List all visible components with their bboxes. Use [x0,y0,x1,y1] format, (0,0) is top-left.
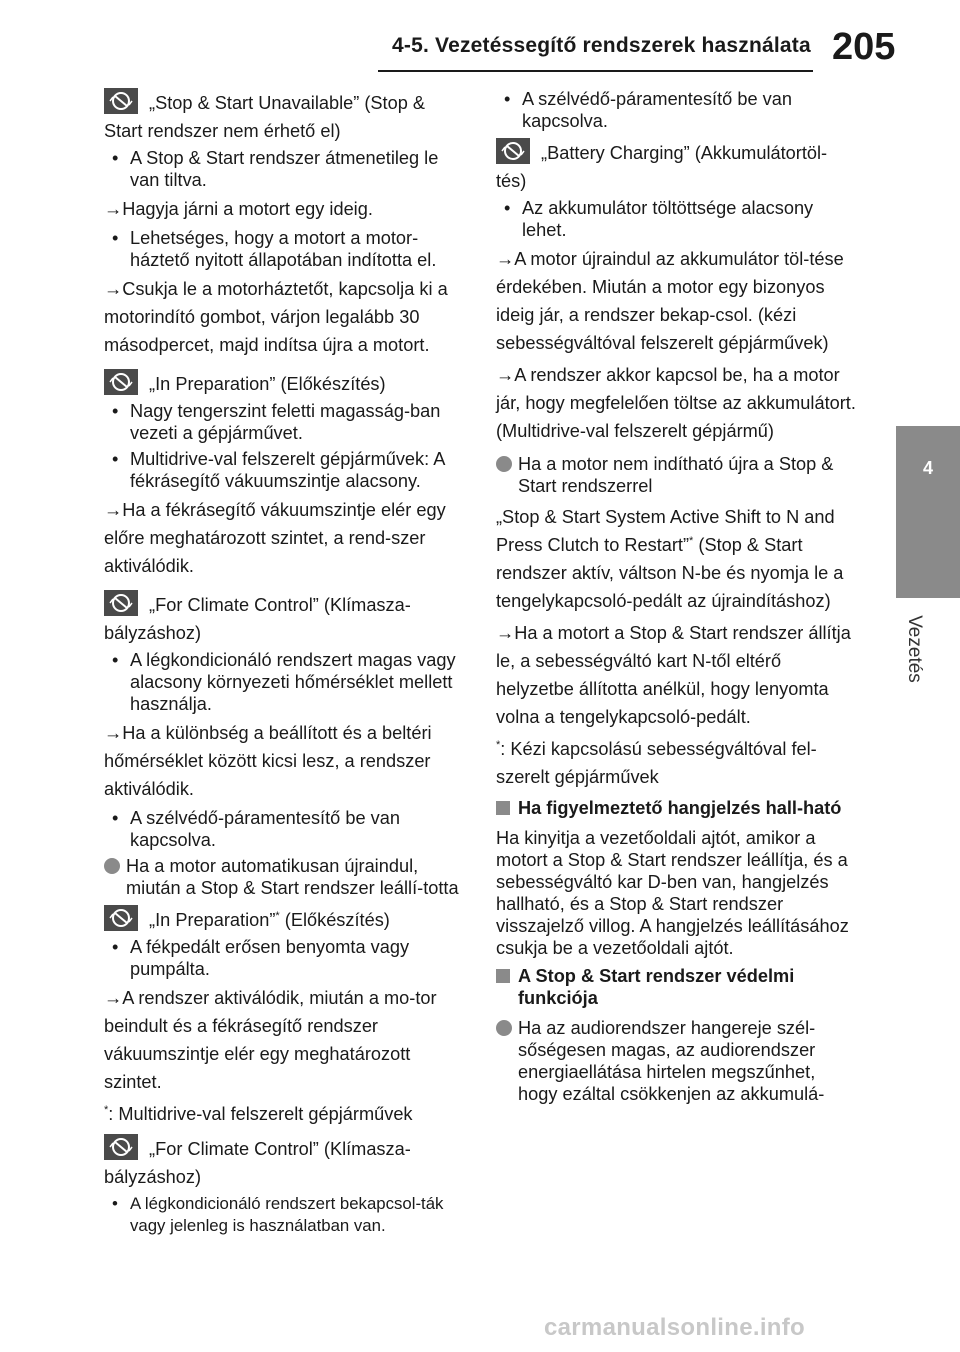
remedy-text: →Hagyja járni a motort egy ideig. [104,199,373,219]
stop-start-indicator-icon [104,369,138,395]
heading-protection [496,965,856,1009]
list-item: • Nagy tengerszint feletti magasság-ban vezeti a gépjárművet. [104,400,468,444]
block-unavailable-title: „Stop & Start Unavailable” (Stop & Start rendszer nem érhető el) [104,93,426,141]
footnote [104,1100,468,1128]
list-item: • A szélvédő-páramentesítő be van kapcsolva. [104,807,468,851]
chapter-number: 4 [922,458,933,478]
stop-start-indicator-icon [104,590,138,616]
paragraph-buzzer: Ha kinyitja a vezetőoldali ajtót, amikor a motort a Stop & Start rendszer leállítja, és a sebességváltó kar D-ben van, hangjelzés hallható, és a Stop & Start rendszer visszajelző villog. A hangjelzés leállításához csukja be a vezetőoldali ajtót. [496,828,849,958]
block-climate-control-2 [104,1134,468,1191]
remedy-text: →A rendszer aktiválódik, miután a mo-tor beindult és a fékrásegítő rendszer vákuumszintje elér egy meghatározott szintet. [104,988,437,1092]
remedy-text: →Ha a fékrásegítő vákuumszintje elér egy előre meghatározott szintet, a rend-szer aktiválódik. [104,500,446,576]
footnote-marker: * [104,1103,109,1116]
block-climate-control-title: „For Climate Control” (Klímasza-bályzáshoz) [104,595,411,643]
subsection-cannot-restart-text: Ha a motor nem indítható újra a Stop & Start rendszerrel [518,454,834,496]
block-in-preparation-title: „In Preparation” (Előkészítés) [144,374,386,394]
footnote [496,735,856,791]
watermark: carmanualsonline.info [544,1314,806,1341]
remedy-text: →Ha a motort a Stop & Start rendszer állítja le, a sebességváltó kart N-től eltérő helyzetbe állította anélkül, hogy lenyomta volna a tengelykapcsoló-pedált. [496,623,851,727]
remedy-text: →Csukja le a motorháztetőt, kapcsolja ki a motorindító gombot, várjon legalább 30 másodpercet, majd indítsa újra a motort. [104,279,448,355]
block-battery-charging [496,138,856,195]
block-climate-control [104,590,468,647]
page-header [0,0,960,80]
chapter-tab [896,426,960,598]
message-text-part: (Stop & Start rendszer aktív, váltson N-be és nyomja le a tengelykapcsoló-pedált az újraindításhoz) [496,535,844,611]
block-climate-control-2-title: „For Climate Control” (Klímasza-bályzáshoz) [104,1139,411,1187]
page-number: 205 [832,26,896,68]
block-in-preparation [104,369,468,398]
stop-start-indicator-icon [104,1134,138,1160]
message-text-part: „Stop & Start System Active Shift to N and Press Clutch to Restart” [496,507,835,555]
list-item: • A légkondicionáló rendszert magas vagy alacsony környezeti hőmérséklet mellett használja. [104,649,468,715]
subsection-audio-text: Ha az audiorendszer hangereje szél-sőségesen magas, az audiorendszer energiaellátása hirtelen megszűnhet, hogy ezáltal csökkenjen az akkumulá- [518,1018,825,1104]
heading-buzzer [496,797,856,819]
subsection-cannot-restart [496,453,856,497]
stop-start-indicator-icon [104,88,138,114]
message-text [496,503,856,619]
footnote-marker: * [496,738,501,751]
stop-start-indicator-icon [104,905,138,931]
list-item: • A Stop & Start rendszer átmenetileg le van tiltva. [104,147,468,191]
block-in-preparation-2 [104,905,468,934]
list-item: • Lehetséges, hogy a motort a motor-háztető nyitott állapotában indította el. [104,227,468,271]
heading-protection-text: A Stop & Start rendszer védelmi funkciója [518,966,795,1008]
block-battery-charging-title: „Battery Charging” (Akkumulátortöl-tés) [496,143,828,191]
list-item: • A fékpedált erősen benyomta vagy pumpálta. [104,936,468,980]
block-unavailable [104,88,468,145]
chapter-label-text: Vezetés [904,615,925,683]
list-item: • Multidrive-val felszerelt gépjárművek: A fékrásegítő vákuumszintje alacsony. [104,448,468,492]
subsection-audio [496,1017,856,1105]
block-title-part: „In Preparation” [144,910,276,930]
list-item: • A szélvédő-páramentesítő be van kapcsolva. [496,88,856,132]
circle-bullet-icon [496,456,512,472]
circle-bullet-icon [104,858,120,874]
square-bullet-icon [496,969,510,983]
footnote-marker: * [689,534,694,547]
list-item: • Az akkumulátor töltöttsége alacsony lehet. [496,197,856,241]
square-bullet-icon [496,801,510,815]
remedy-text: →Ha a különbség a beállított és a beltéri hőmérséklet között kicsi lesz, a rendszer aktiválódik. [104,723,432,799]
remedy-text: →A rendszer akkor kapcsol be, ha a motor jár, hogy megfelelően töltse az akkumulátort. (Multidrive-val felszerelt gépjármű) [496,365,856,441]
heading-buzzer-text: Ha figyelmeztető hangjelzés hall-ható [518,798,842,818]
footnote-text: : Kézi kapcsolású sebességváltóval fel-szerelt gépjárművek [496,739,817,787]
left-column [104,88,468,1241]
header-rule [378,70,813,72]
subsection-restart-text: Ha a motor automatikusan újraindul, miután a Stop & Start rendszer leállí-totta [126,856,459,898]
chapter-label [900,600,930,700]
footnote-marker: * [275,909,280,922]
list-item: • A légkondicionáló rendszert bekapcsol-ták vagy jelenleg is használatban van. [104,1193,468,1237]
block-title-part: (Előkészítés) [279,910,390,930]
remedy-text: →A motor újraindul az akkumulátor töl-tése érdekében. Miután a motor egy bizonyos ideig jár, a rendszer bekap-csol. (kézi sebességváltóval felszerelt gépjárművek) [496,249,844,353]
footnote-text: : Multidrive-val felszerelt gépjárművek [108,1104,413,1124]
subsection-restart [104,855,468,899]
right-column [496,88,856,1111]
section-title: 4-5. Vezetéssegítő rendszerek használata [392,34,811,57]
stop-start-indicator-icon [496,138,530,164]
circle-bullet-icon [496,1020,512,1036]
